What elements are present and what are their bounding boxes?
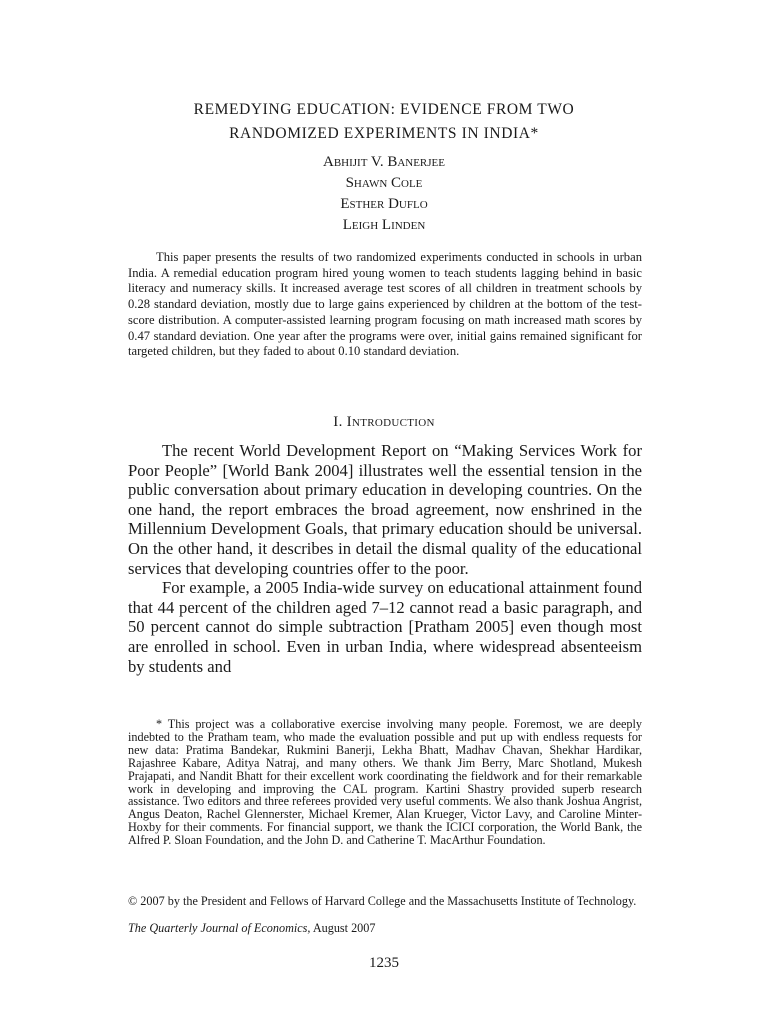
- journal-citation: [128, 921, 642, 935]
- journal-name: The Quarterly Journal of Economics,: [128, 921, 311, 935]
- author-name: Abhijit V. Banerjee: [323, 154, 445, 170]
- body-paragraph: The recent World Development Report on “Making Services Work for Poor People” [World Bank 2004] illustrates well the essential tension in the public conversation about primary education in developing countries. On the one hand, the report embraces the broad agreement, now enshrined in the Millennium Development Goals, that primary education should be universal. On the other hand, it describes in detail the dismal quality of the educational services that developing countries offer to the poor.: [128, 441, 642, 578]
- page-number: 1235: [369, 955, 399, 971]
- title-line-1: REMEDYING EDUCATION: EVIDENCE FROM TWO: [193, 101, 575, 118]
- paper-title: [128, 98, 640, 146]
- abstract: This paper presents the results of two randomized experiments conducted in schools in urban India. A remedial education program hired young women to teach students lagging behind in basic literacy and numeracy skills. It increased average test scores of all children in treatment schools by 0.28 standard deviation, mostly due to large gains experienced by children at the bottom of the test-score distribution. A computer-assisted learning program focusing on math increased math scores by 0.47 standard deviation. One year after the programs were over, initial gains remained significant for targeted children, but they faded to about 0.10 standard deviation.: [128, 250, 642, 359]
- copyright-notice: © 2007 by the President and Fellows of Harvard College and the Massachusetts Institute of Technology.: [128, 894, 637, 908]
- author-name: Leigh Linden: [342, 217, 426, 233]
- section-heading: I. Introduction: [333, 414, 435, 430]
- author-name: Shawn Cole: [345, 175, 423, 191]
- body-paragraph: For example, a 2005 India-wide survey on educational attainment found that 44 percent of the children aged 7–12 cannot read a basic paragraph, and 50 percent cannot do simple subtraction [Pratham 2005] even though most are enrolled in school. Even in urban India, where widespread absenteeism by students and: [128, 578, 642, 676]
- title-line-2: RANDOMIZED EXPERIMENTS IN INDIA*: [229, 125, 539, 142]
- author-name: Esther Duflo: [340, 196, 428, 212]
- footnote: * This project was a collaborative exercise involving many people. Foremost, we are deeply indebted to the Pratham team, who made the evaluation possible and put up with endless requests for new data: Pratima Bandekar, Rukmini Banerji, Lekha Bhatt, Madhav Chavan, Shekhar Hardikar, Rajashree Kabare, Aditya Natraj, and many others. We thank Jim Berry, Marc Shotland, Mukesh Prajapati, and Nandit Bhatt for their excellent work coordinating the fieldwork and for their remarkable work in developing and improving the CAL program. Kartini Shastry provided superb research assistance. Two editors and three referees provided very useful comments. We also thank Joshua Angrist, Angus Deaton, Rachel Glennerster, Michael Kremer, Alan Krueger, Victor Lavy, and Caroline Minter-Hoxby for their comments. For financial support, we thank the ICICI corporation, the World Bank, the Alfred P. Sloan Foundation, and the John D. and Catherine T. MacArthur Foundation.: [128, 717, 642, 848]
- author-list: [128, 152, 640, 236]
- body-text: [128, 441, 642, 676]
- journal-date: August 2007: [310, 921, 376, 935]
